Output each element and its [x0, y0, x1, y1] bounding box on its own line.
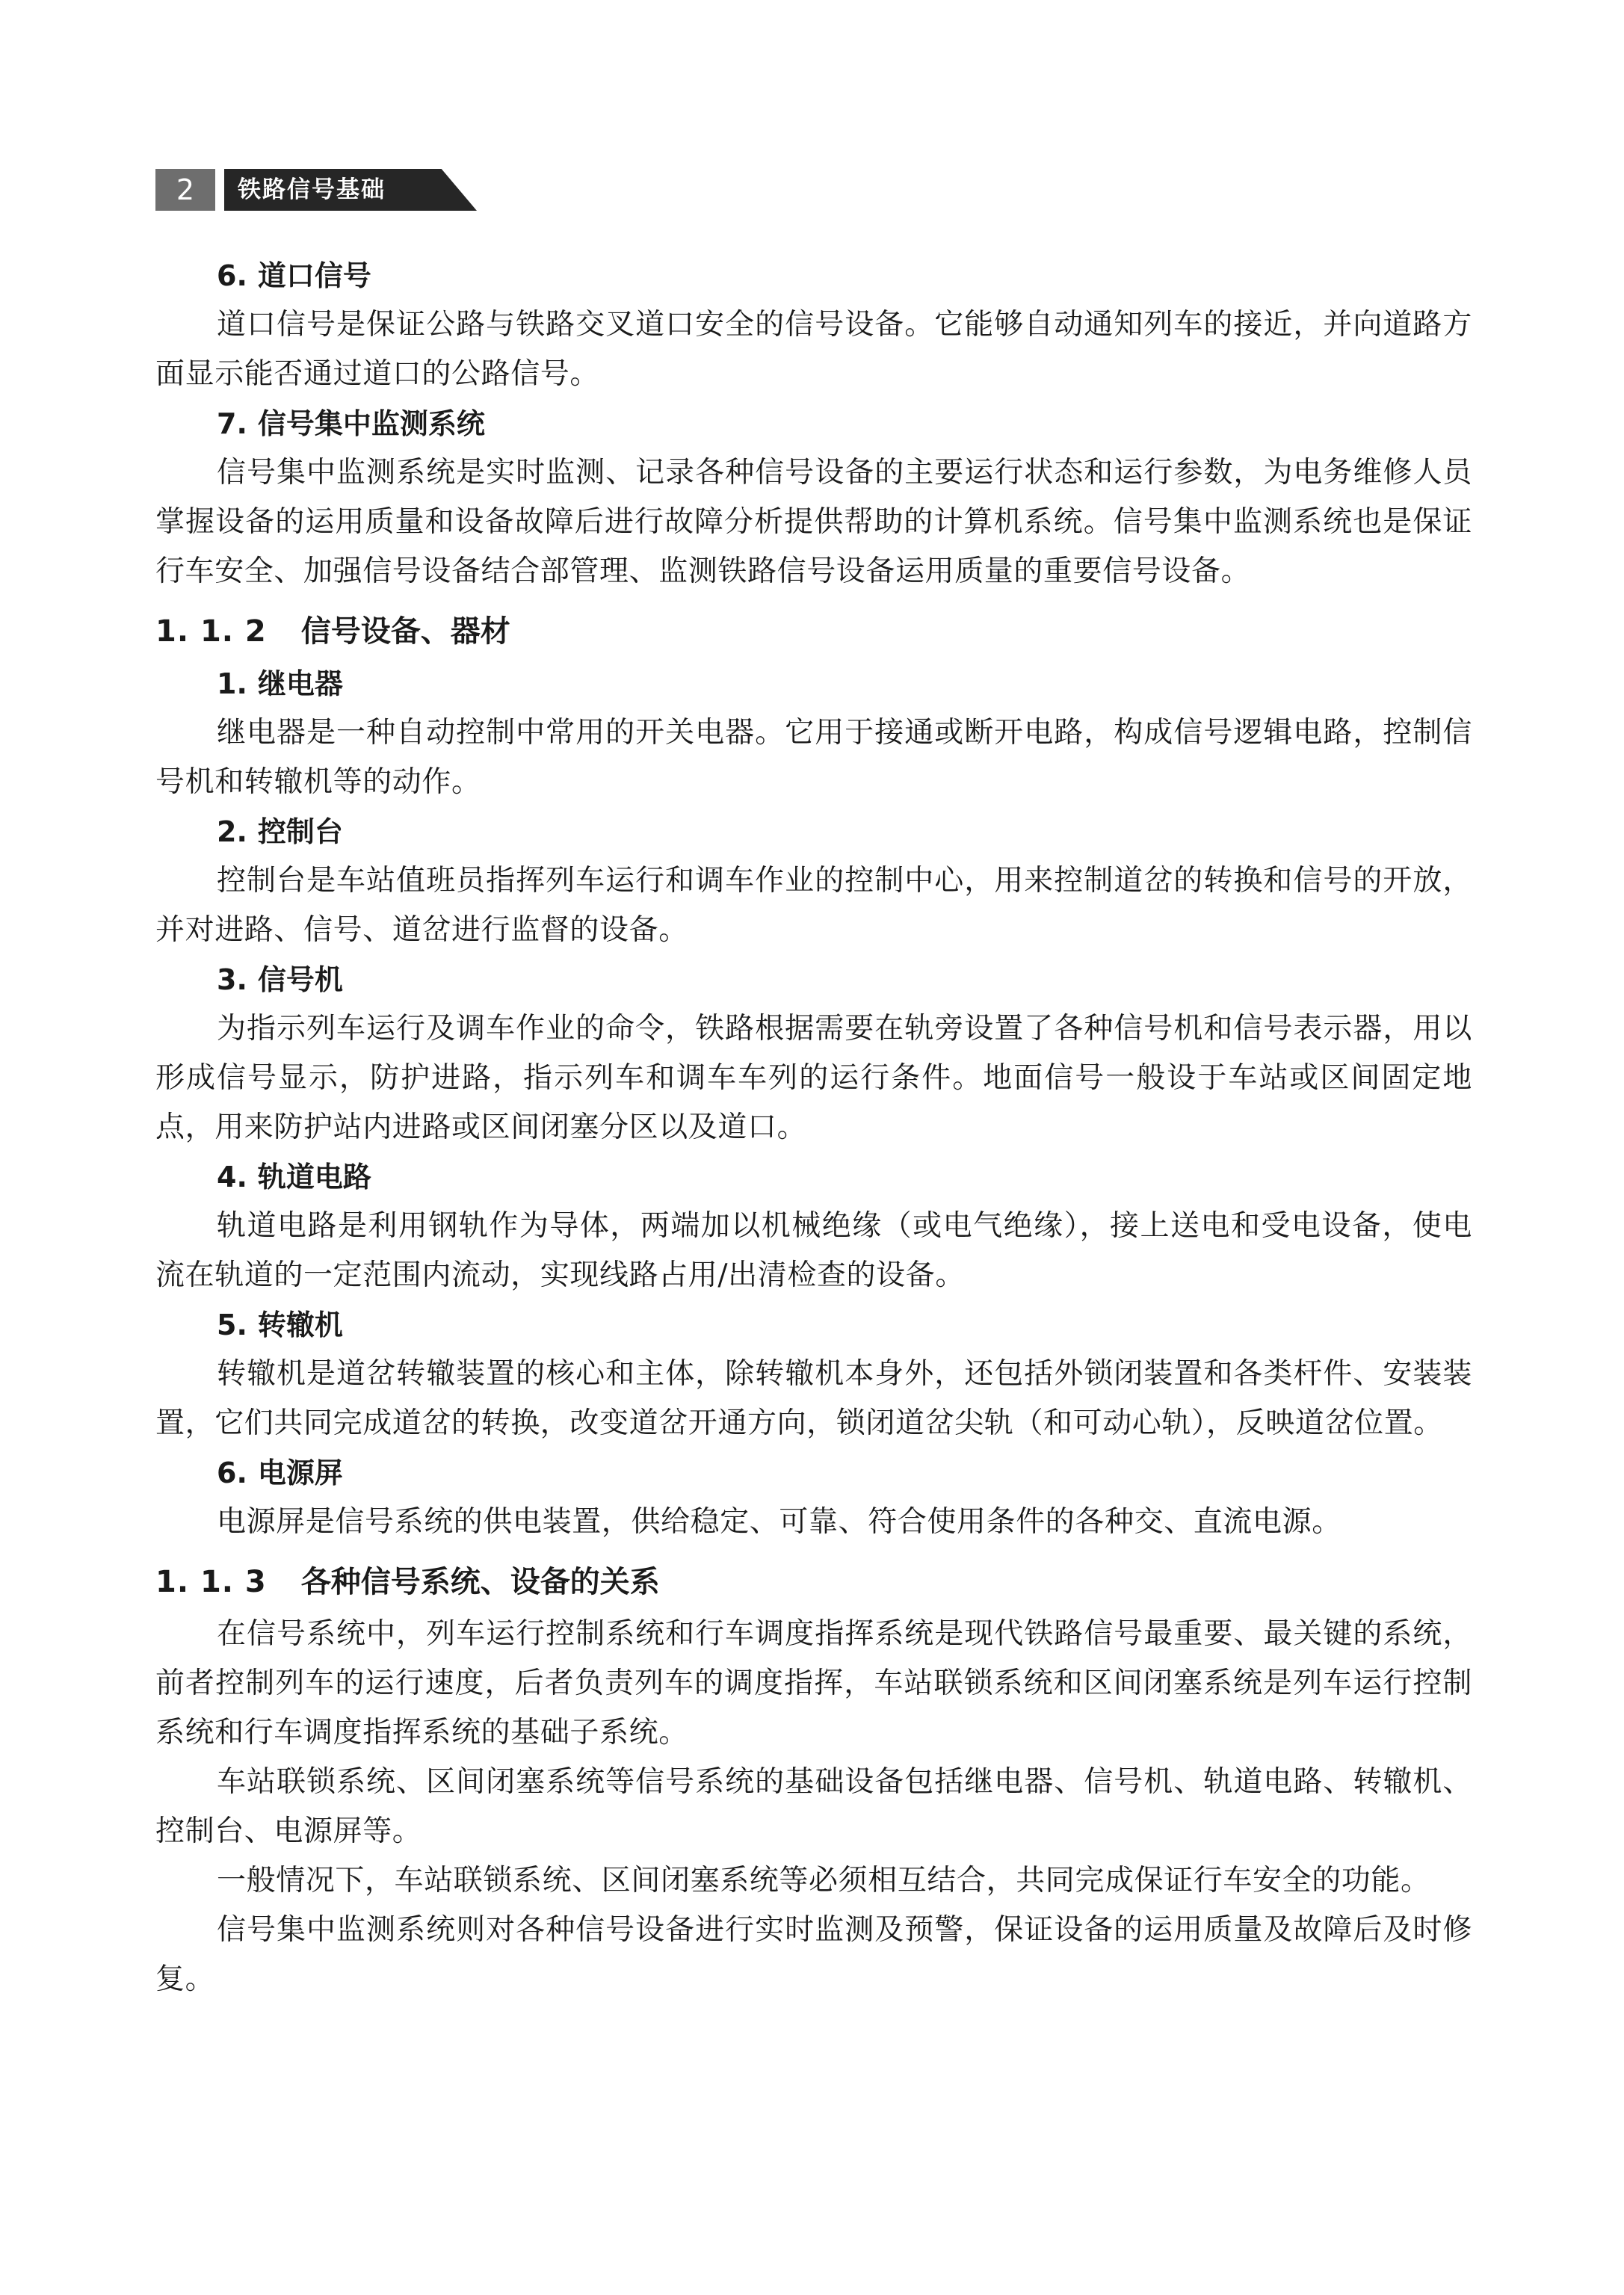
section-heading	[155, 1547, 1472, 1610]
heading-number: 6.	[217, 259, 247, 292]
paragraph: 轨道电路是利用钢轨作为导体，两端加以机械绝缘（或电气绝缘），接上送电和受电设备，使电流在轨道的一定范围内流动，实现线路占用/出清检查的设备。	[155, 1209, 1472, 1292]
heading-title: 信号集中监测系统	[257, 407, 485, 440]
paragraph: 电源屏是信号系统的供电装置，供给稳定、可靠、符合使用条件的各种交、直流电源。	[217, 1505, 1342, 1539]
subsection-heading	[155, 955, 1472, 1004]
paragraph: 在信号系统中，列车运行控制系统和行车调度指挥系统是现代铁路信号最重要、最关键的系统，前者控制列车的运行速度，后者负责列车的调度指挥，车站联锁系统和区间闭塞系统是列车运行控制系统和行车调度指挥系统的基础子系统。	[155, 1617, 1472, 1749]
paragraph: 控制台是车站值班员指挥列车运行和调车作业的控制中心，用来控制道岔的转换和信号的开放，并对进路、信号、道岔进行监督的设备。	[155, 864, 1472, 947]
section-heading	[155, 596, 1472, 659]
subsection-heading	[155, 251, 1472, 300]
heading-number: 1.	[217, 667, 247, 700]
paragraph: 继电器是一种自动控制中常用的开关电器。它用于接通或断开电路，构成信号逻辑电路，控制信号机和转辙机等的动作。	[155, 716, 1472, 799]
heading-title: 信号设备、器材	[300, 614, 510, 649]
paragraph: 信号集中监测系统是实时监测、记录各种信号设备的主要运行状态和运行参数，为电务维修人员掌握设备的运用质量和设备故障后进行故障分析提供帮助的计算机系统。信号集中监测系统也是保证行车安全、加强信号设备结合部管理、监测铁路信号设备运用质量的重要信号设备。	[155, 456, 1472, 588]
heading-number: 2.	[217, 815, 247, 848]
paragraph: 转辙机是道岔转辙装置的核心和主体，除转辙机本身外，还包括外锁闭装置和各类杆件、安装装置，它们共同完成道岔的转换，改变道岔开通方向，锁闭道岔尖轨（和可动心轨），反映道岔位置。	[155, 1357, 1472, 1440]
paragraph: 车站联锁系统、区间闭塞系统等信号系统的基础设备包括继电器、信号机、轨道电路、转辙机、控制台、电源屏等。	[155, 1765, 1472, 1848]
book-title: 铁路信号基础	[238, 176, 386, 203]
heading-title: 电源屏	[257, 1457, 343, 1489]
paragraph: 一般情况下，车站联锁系统、区间闭塞系统等必须相互结合，共同完成保证行车安全的功能。	[217, 1864, 1430, 1897]
paragraph: 为指示列车运行及调车作业的命令，铁路根据需要在轨旁设置了各种信号机和信号表示器，用以形成信号显示，防护进路，指示列车和调车车列的运行条件。地面信号一般设于车站或区间固定地点，用来防护站内进路或区间闭塞分区以及道口。	[155, 1012, 1472, 1144]
paragraph: 道口信号是保证公路与铁路交叉道口安全的信号设备。它能够自动通知列车的接近，并向道路方面显示能否通过道口的公路信号。	[155, 308, 1472, 391]
subsection-heading	[155, 399, 1472, 448]
heading-number: 1. 1. 3	[155, 1565, 267, 1599]
heading-title: 转辙机	[257, 1309, 343, 1341]
heading-title: 继电器	[257, 667, 343, 700]
heading-number: 5.	[217, 1309, 247, 1341]
heading-title: 各种信号系统、设备的关系	[300, 1565, 660, 1599]
heading-number: 7.	[217, 407, 247, 440]
page-body	[155, 251, 1472, 2004]
subsection-heading	[155, 659, 1472, 708]
heading-number: 1. 1. 2	[155, 614, 267, 649]
heading-number: 4.	[217, 1161, 247, 1193]
page-number: 2	[155, 169, 215, 211]
heading-number: 6.	[217, 1457, 247, 1489]
heading-title: 道口信号	[257, 259, 371, 292]
heading-title: 控制台	[257, 815, 343, 848]
subsection-heading	[155, 1300, 1472, 1350]
subsection-heading	[155, 1152, 1472, 1202]
paragraph: 信号集中监测系统则对各种信号设备进行实时监测及预警，保证设备的运用质量及故障后及时修复。	[155, 1913, 1472, 1996]
heading-title: 轨道电路	[257, 1161, 371, 1193]
running-header	[155, 169, 477, 211]
heading-number: 3.	[217, 963, 247, 996]
subsection-heading	[155, 1448, 1472, 1498]
subsection-heading	[155, 807, 1472, 856]
heading-title: 信号机	[257, 963, 343, 996]
